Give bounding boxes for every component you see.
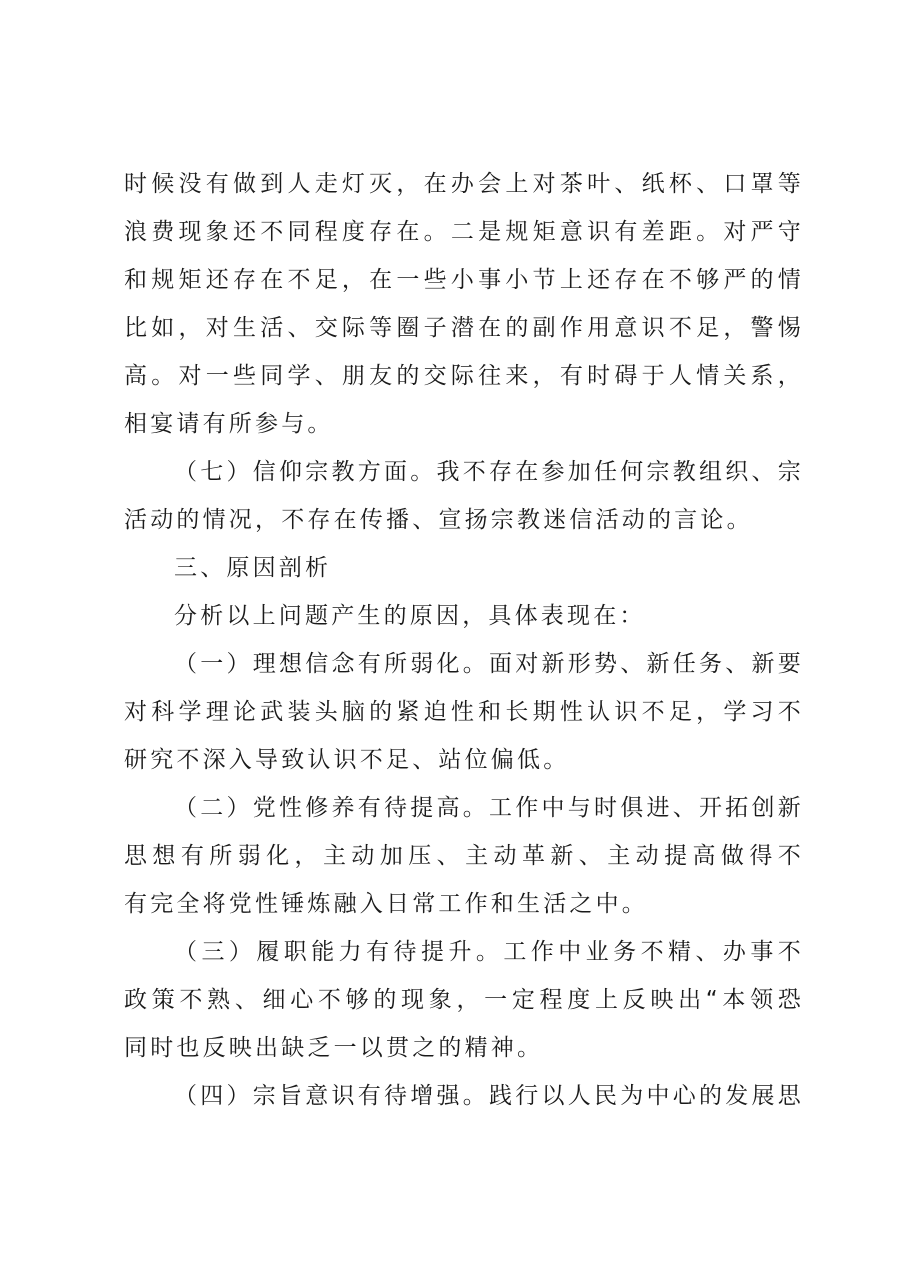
paragraph-line: 政策不熟、细心不够的现象，一定程度上反映出“本领恐 [124, 987, 804, 1013]
paragraph-line: 高。对一些同学、朋友的交际往来，有时碍于人情关系， [124, 363, 804, 389]
paragraph-line: （四）宗旨意识有待增强。践行以人民为中心的发展思 [174, 1083, 804, 1109]
paragraph-line: （七）信仰宗教方面。我不存在参加任何宗教组织、宗 [174, 459, 804, 485]
paragraph-line: 研究不深入导致认识不足、站位偏低。 [124, 747, 570, 773]
paragraph-line: 分析以上问题产生的原因，具体表现在： [174, 603, 646, 629]
paragraph-line: （一）理想信念有所弱化。面对新形势、新任务、新要 [174, 651, 804, 677]
paragraph-line: 浪费现象还不同程度存在。二是规矩意识有差距。对严守 [124, 219, 804, 245]
paragraph-line: 相宴请有所参与。 [124, 411, 334, 437]
paragraph-line: 思想有所弱化，主动加压、主动革新、主动提高做得不 [124, 843, 804, 869]
paragraph-line: （三）履职能力有待提升。工作中业务不精、办事不 [174, 939, 804, 965]
paragraph-line: 比如，对生活、交际等圈子潜在的副作用意识不足，警惕 [124, 315, 804, 341]
paragraph-line: 对科学理论武装头脑的紧迫性和长期性认识不足，学习不 [124, 699, 804, 725]
paragraph-line: 有完全将党性锤炼融入日常工作和生活之中。 [124, 891, 648, 917]
section-heading: 三、原因剖析 [174, 555, 332, 581]
paragraph-line: 同时也反映出缺乏一以贯之的精神。 [124, 1035, 544, 1061]
paragraph-line: 和规矩还存在不足，在一些小事小节上还存在不够严的情 [124, 267, 804, 293]
paragraph-line: 活动的情况，不存在传播、宣扬宗教迷信活动的言论。 [124, 507, 753, 533]
document-body [124, 160, 804, 1120]
paragraph-line: （二）党性修养有待提高。工作中与时俱进、开拓创新 [174, 795, 804, 821]
paragraph-line: 时候没有做到人走灯灭，在办会上对茶叶、纸杯、口罩等 [124, 171, 804, 197]
